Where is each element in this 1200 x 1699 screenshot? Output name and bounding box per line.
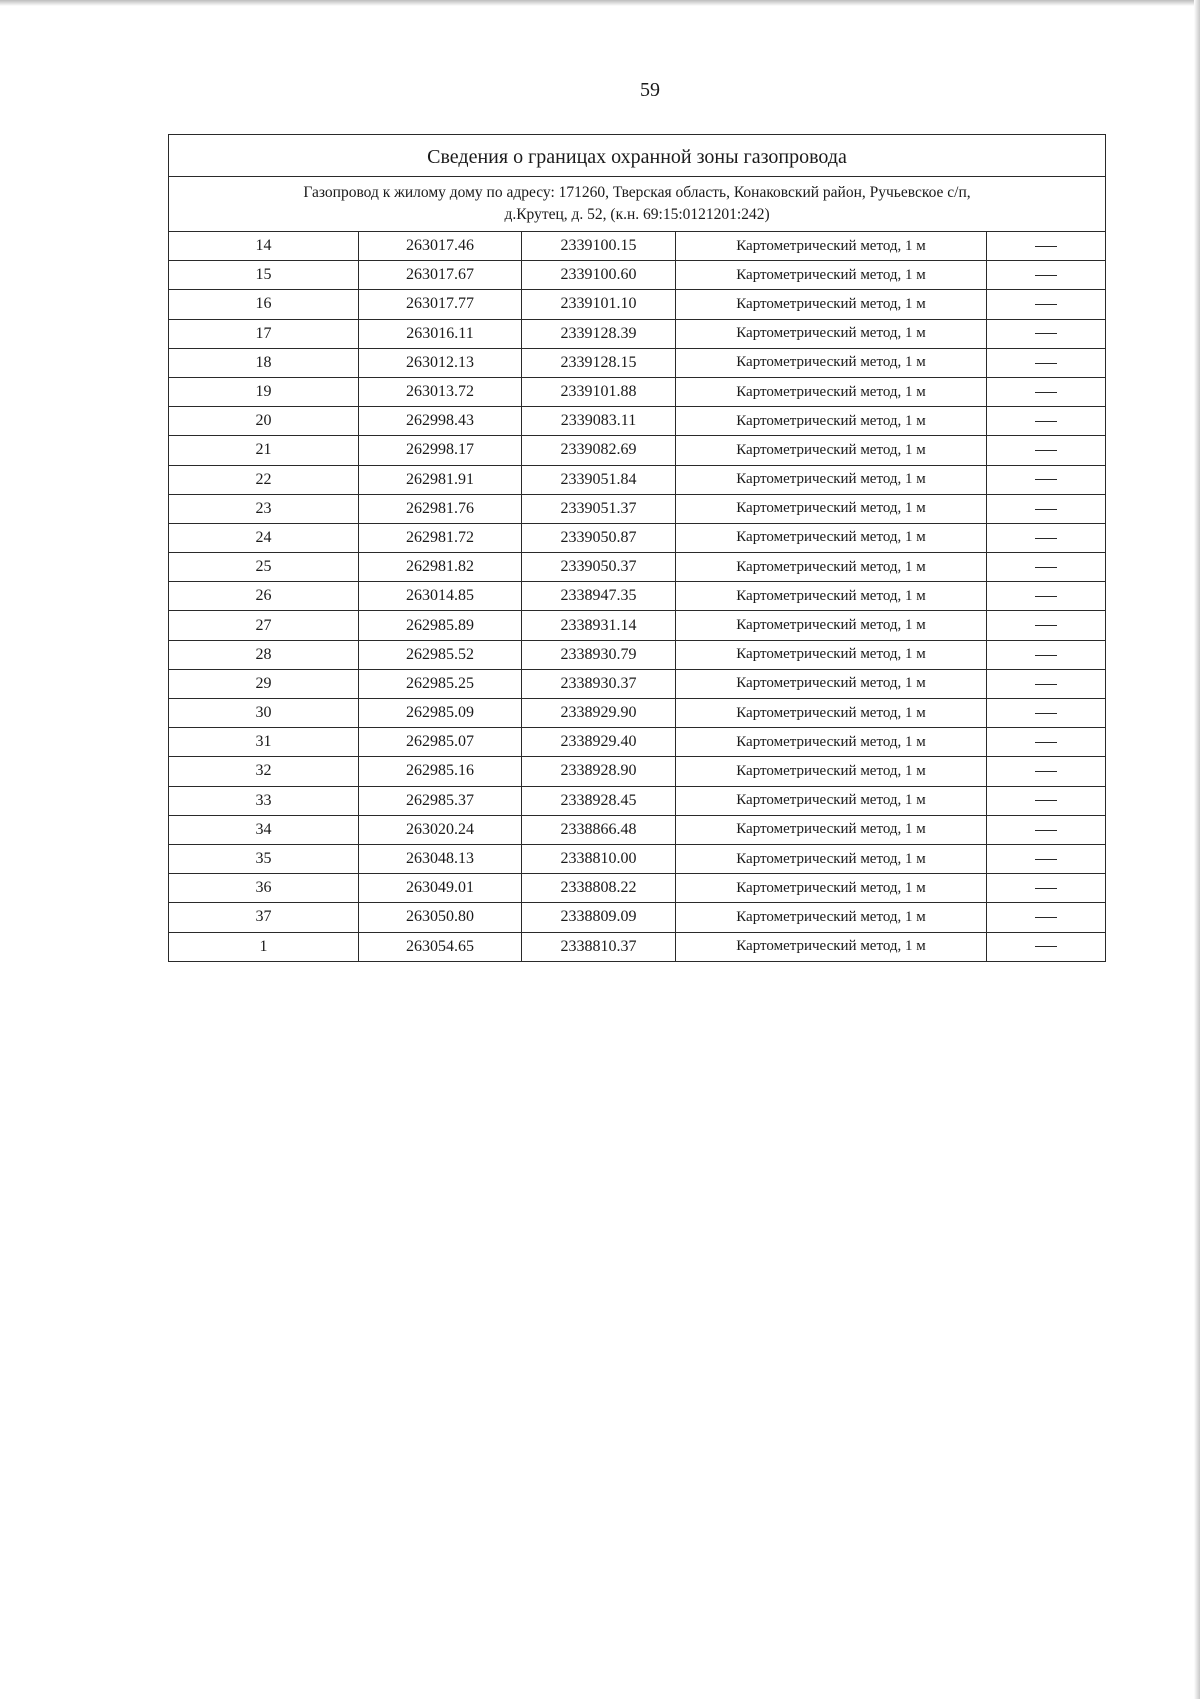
table-row	[169, 523, 1106, 552]
point-number-cell: 21	[169, 436, 359, 465]
dash-mark	[1035, 538, 1057, 539]
point-number-cell: 34	[169, 815, 359, 844]
point-number-cell: 17	[169, 319, 359, 348]
dash-mark	[1035, 363, 1057, 364]
x-coordinate-cell: 262985.07	[359, 728, 522, 757]
method-cell: Картометрический метод, 1 м	[676, 407, 987, 436]
boundary-table-container	[168, 134, 1105, 962]
table-row	[169, 319, 1106, 348]
y-coordinate-cell: 2339051.37	[522, 494, 676, 523]
method-cell: Картометрический метод, 1 м	[676, 523, 987, 552]
y-coordinate-cell: 2338929.40	[522, 728, 676, 757]
x-coordinate-cell: 262985.89	[359, 611, 522, 640]
point-number-cell: 25	[169, 553, 359, 582]
point-number-cell: 23	[169, 494, 359, 523]
point-number-cell: 19	[169, 377, 359, 406]
method-cell: Картометрический метод, 1 м	[676, 377, 987, 406]
table-row	[169, 786, 1106, 815]
dash-mark	[1035, 713, 1057, 714]
page-number: 59	[640, 79, 660, 101]
method-cell: Картометрический метод, 1 м	[676, 728, 987, 757]
method-cell: Картометрический метод, 1 м	[676, 611, 987, 640]
note-cell	[987, 611, 1106, 640]
point-number-cell: 36	[169, 874, 359, 903]
note-cell	[987, 582, 1106, 611]
table-row	[169, 407, 1106, 436]
method-cell: Картометрический метод, 1 м	[676, 669, 987, 698]
y-coordinate-cell: 2339050.87	[522, 523, 676, 552]
point-number-cell: 29	[169, 669, 359, 698]
x-coordinate-cell: 263050.80	[359, 903, 522, 932]
point-number-cell: 24	[169, 523, 359, 552]
method-cell: Картометрический метод, 1 м	[676, 815, 987, 844]
table-title: Сведения о границах охранной зоны газопровода	[169, 135, 1106, 177]
dash-mark	[1035, 684, 1057, 685]
dash-mark	[1035, 742, 1057, 743]
table-row	[169, 757, 1106, 786]
note-cell	[987, 494, 1106, 523]
table-row	[169, 377, 1106, 406]
method-cell: Картометрический метод, 1 м	[676, 494, 987, 523]
point-number-cell: 31	[169, 728, 359, 757]
table-row	[169, 465, 1106, 494]
note-cell	[987, 815, 1106, 844]
table-row	[169, 844, 1106, 873]
note-cell	[987, 523, 1106, 552]
note-cell	[987, 553, 1106, 582]
dash-mark	[1035, 392, 1057, 393]
method-cell: Картометрический метод, 1 м	[676, 932, 987, 961]
y-coordinate-cell: 2338810.37	[522, 932, 676, 961]
dash-mark	[1035, 479, 1057, 480]
point-number-cell: 16	[169, 290, 359, 319]
y-coordinate-cell: 2339100.15	[522, 232, 676, 261]
method-cell: Картометрический метод, 1 м	[676, 640, 987, 669]
method-cell: Картометрический метод, 1 м	[676, 874, 987, 903]
point-number-cell: 14	[169, 232, 359, 261]
table-row	[169, 815, 1106, 844]
dash-mark	[1035, 859, 1057, 860]
note-cell	[987, 261, 1106, 290]
x-coordinate-cell: 262985.16	[359, 757, 522, 786]
note-cell	[987, 932, 1106, 961]
point-number-cell: 32	[169, 757, 359, 786]
y-coordinate-cell: 2338930.79	[522, 640, 676, 669]
table-row	[169, 611, 1106, 640]
y-coordinate-cell: 2339082.69	[522, 436, 676, 465]
x-coordinate-cell: 262985.37	[359, 786, 522, 815]
method-cell: Картометрический метод, 1 м	[676, 844, 987, 873]
method-cell: Картометрический метод, 1 м	[676, 582, 987, 611]
method-cell: Картометрический метод, 1 м	[676, 261, 987, 290]
x-coordinate-cell: 262981.72	[359, 523, 522, 552]
dash-mark	[1035, 625, 1057, 626]
x-coordinate-cell: 262981.76	[359, 494, 522, 523]
method-cell: Картометрический метод, 1 м	[676, 436, 987, 465]
note-cell	[987, 232, 1106, 261]
point-number-cell: 1	[169, 932, 359, 961]
point-number-cell: 30	[169, 699, 359, 728]
table-row	[169, 436, 1106, 465]
point-number-cell: 18	[169, 348, 359, 377]
y-coordinate-cell: 2338931.14	[522, 611, 676, 640]
y-coordinate-cell: 2338866.48	[522, 815, 676, 844]
dash-mark	[1035, 304, 1057, 305]
x-coordinate-cell: 263013.72	[359, 377, 522, 406]
y-coordinate-cell: 2338808.22	[522, 874, 676, 903]
dash-mark	[1035, 333, 1057, 334]
table-row	[169, 932, 1106, 961]
y-coordinate-cell: 2339100.60	[522, 261, 676, 290]
table-row	[169, 348, 1106, 377]
table-row	[169, 232, 1106, 261]
note-cell	[987, 640, 1106, 669]
table-row	[169, 261, 1106, 290]
dash-mark	[1035, 421, 1057, 422]
table-row	[169, 290, 1106, 319]
x-coordinate-cell: 263017.67	[359, 261, 522, 290]
table-subtitle-line1: Газопровод к жилому дому по адресу: 171260, Тверская область, Конаковский район, Ручьевское с/п,	[303, 184, 971, 201]
note-cell	[987, 348, 1106, 377]
note-cell	[987, 786, 1106, 815]
x-coordinate-cell: 263054.65	[359, 932, 522, 961]
dash-mark	[1035, 946, 1057, 947]
table-row	[169, 494, 1106, 523]
dash-mark	[1035, 917, 1057, 918]
y-coordinate-cell: 2339051.84	[522, 465, 676, 494]
x-coordinate-cell: 263016.11	[359, 319, 522, 348]
table-row	[169, 874, 1106, 903]
note-cell	[987, 377, 1106, 406]
scan-edge-top	[0, 0, 1200, 6]
dash-mark	[1035, 275, 1057, 276]
note-cell	[987, 407, 1106, 436]
y-coordinate-cell: 2339050.37	[522, 553, 676, 582]
note-cell	[987, 844, 1106, 873]
x-coordinate-cell: 262981.82	[359, 553, 522, 582]
dash-mark	[1035, 771, 1057, 772]
y-coordinate-cell: 2338930.37	[522, 669, 676, 698]
point-number-cell: 37	[169, 903, 359, 932]
y-coordinate-cell: 2339128.15	[522, 348, 676, 377]
method-cell: Картометрический метод, 1 м	[676, 757, 987, 786]
point-number-cell: 15	[169, 261, 359, 290]
y-coordinate-cell: 2338929.90	[522, 699, 676, 728]
point-number-cell: 33	[169, 786, 359, 815]
y-coordinate-cell: 2339101.10	[522, 290, 676, 319]
note-cell	[987, 757, 1106, 786]
table-row	[169, 903, 1106, 932]
table-row	[169, 728, 1106, 757]
y-coordinate-cell: 2338809.09	[522, 903, 676, 932]
y-coordinate-cell: 2339101.88	[522, 377, 676, 406]
note-cell	[987, 874, 1106, 903]
method-cell: Картометрический метод, 1 м	[676, 786, 987, 815]
method-cell: Картометрический метод, 1 м	[676, 290, 987, 319]
x-coordinate-cell: 262998.43	[359, 407, 522, 436]
x-coordinate-cell: 263049.01	[359, 874, 522, 903]
dash-mark	[1035, 800, 1057, 801]
point-number-cell: 22	[169, 465, 359, 494]
dash-mark	[1035, 509, 1057, 510]
note-cell	[987, 319, 1106, 348]
note-cell	[987, 699, 1106, 728]
x-coordinate-cell: 263048.13	[359, 844, 522, 873]
x-coordinate-cell: 262981.91	[359, 465, 522, 494]
method-cell: Картометрический метод, 1 м	[676, 319, 987, 348]
method-cell: Картометрический метод, 1 м	[676, 232, 987, 261]
table-row	[169, 699, 1106, 728]
y-coordinate-cell: 2338947.35	[522, 582, 676, 611]
dash-mark	[1035, 888, 1057, 889]
method-cell: Картометрический метод, 1 м	[676, 553, 987, 582]
note-cell	[987, 290, 1106, 319]
y-coordinate-cell: 2338810.00	[522, 844, 676, 873]
x-coordinate-cell: 263017.77	[359, 290, 522, 319]
dash-mark	[1035, 246, 1057, 247]
table-row	[169, 553, 1106, 582]
method-cell: Картометрический метод, 1 м	[676, 903, 987, 932]
point-number-cell: 26	[169, 582, 359, 611]
note-cell	[987, 728, 1106, 757]
y-coordinate-cell: 2338928.90	[522, 757, 676, 786]
table-row	[169, 640, 1106, 669]
x-coordinate-cell: 262985.25	[359, 669, 522, 698]
y-coordinate-cell: 2338928.45	[522, 786, 676, 815]
x-coordinate-cell: 262985.09	[359, 699, 522, 728]
method-cell: Картометрический метод, 1 м	[676, 465, 987, 494]
table-row	[169, 669, 1106, 698]
table-row	[169, 582, 1106, 611]
point-number-cell: 20	[169, 407, 359, 436]
point-number-cell: 35	[169, 844, 359, 873]
method-cell: Картометрический метод, 1 м	[676, 348, 987, 377]
dash-mark	[1035, 450, 1057, 451]
x-coordinate-cell: 263017.46	[359, 232, 522, 261]
y-coordinate-cell: 2339128.39	[522, 319, 676, 348]
x-coordinate-cell: 262998.17	[359, 436, 522, 465]
table-subtitle-line2: д.Крутец, д. 52, (к.н. 69:15:0121201:242)	[504, 206, 770, 223]
point-number-cell: 28	[169, 640, 359, 669]
dash-mark	[1035, 655, 1057, 656]
note-cell	[987, 465, 1106, 494]
table-subtitle	[169, 177, 1106, 232]
x-coordinate-cell: 263012.13	[359, 348, 522, 377]
note-cell	[987, 669, 1106, 698]
dash-mark	[1035, 830, 1057, 831]
boundary-table	[168, 134, 1106, 962]
note-cell	[987, 903, 1106, 932]
y-coordinate-cell: 2339083.11	[522, 407, 676, 436]
x-coordinate-cell: 263020.24	[359, 815, 522, 844]
x-coordinate-cell: 262985.52	[359, 640, 522, 669]
note-cell	[987, 436, 1106, 465]
dash-mark	[1035, 567, 1057, 568]
x-coordinate-cell: 263014.85	[359, 582, 522, 611]
method-cell: Картометрический метод, 1 м	[676, 699, 987, 728]
scan-edge-right	[1194, 0, 1200, 1699]
point-number-cell: 27	[169, 611, 359, 640]
dash-mark	[1035, 596, 1057, 597]
